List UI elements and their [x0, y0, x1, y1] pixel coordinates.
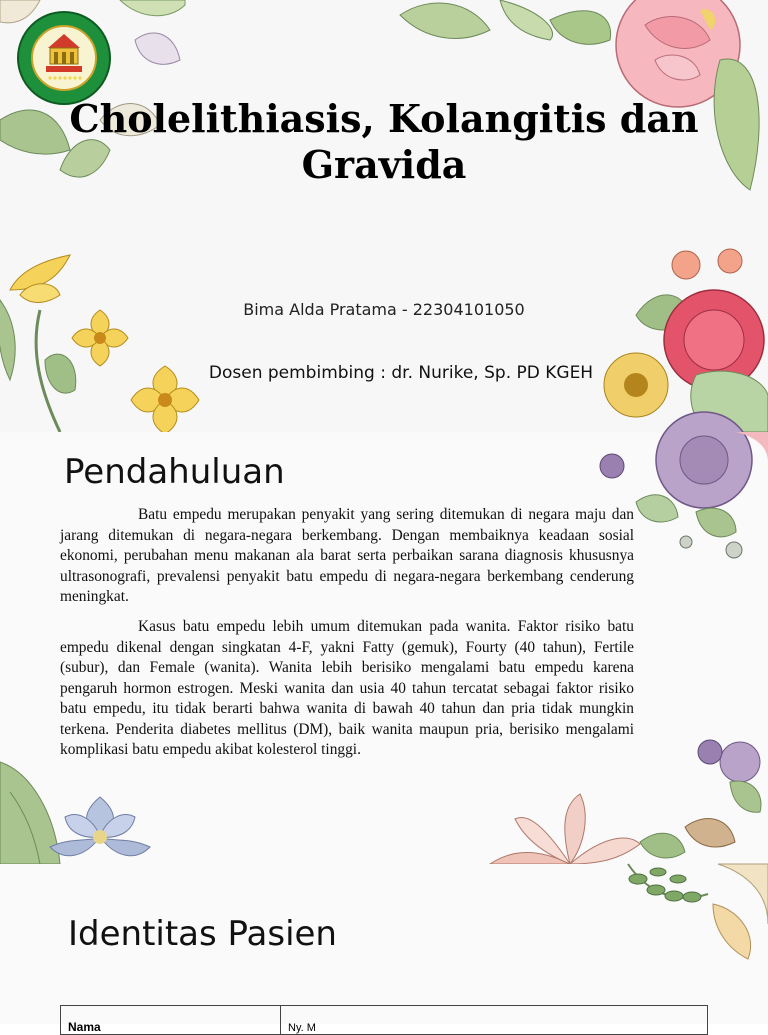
top-right-leaf-illustration: [618, 864, 768, 964]
title-slide: [0, 0, 768, 432]
introduction-heading: Pendahuluan: [64, 452, 285, 492]
table-row: [61, 1006, 708, 1035]
table-cell-label: Nama: [61, 1006, 281, 1035]
patient-identity-heading: Identitas Pasien: [68, 914, 337, 954]
table-cell-value: Ny. M: [281, 1006, 708, 1035]
patient-identity-table: [60, 1005, 708, 1035]
bottom-right-flower-illustration: [490, 732, 768, 864]
introduction-paragraph-1: Batu empedu merupakan penyakit yang sering ditemukan di negara maju dan jarang ditemukan di negara-negara berkembang. Dengan membaiknya keadaan sosial ekonomi, perubahan menu makanan ala barat serta perbaikan sarana diagnosis khususnya ultrasonografi, prevalensi penyakit batu empedu di negara-negara berkembang cenderung meningkat.: [60, 506, 634, 605]
introduction-paragraph-2: Kasus batu empedu lebih umum ditemukan pada wanita. Faktor risiko batu empedu dikenal dengan singkatan 4-F, yakni Fatty (gemuk), Fourty (40 tahun), Fertile (subur), dan Female (wanita). Wanita lebih berisiko mengalami batu empedu karena pengaruh hormon estrogen. Meski wanita dan usia 40 tahun tercatat sebagai faktor risiko batu empedu, itu tidak berarti bahwa wanita di bawah 40 tahun dan pria tidak mungkin terkena. Penderita diabetes mellitus (DM), baik wanita maupun pria, berisiko mengalami komplikasi batu empedu akibat kolesterol tinggi.: [60, 618, 634, 758]
patient-identity-slide: [0, 864, 768, 1034]
presentation-title: Cholelithiasis, Kolangitis dan Gravida: [69, 96, 699, 187]
author-name-and-id: Bima Alda Pratama - 22304101050: [243, 300, 525, 319]
advisor-name: Dosen pembimbing : dr. Nurike, Sp. PD KGEH: [208, 363, 594, 383]
middle-right-flower-illustration: [596, 245, 768, 432]
bottom-left-flower-illustration: [0, 752, 170, 864]
university-seal-icon: [14, 8, 114, 108]
introduction-slide: [0, 432, 768, 864]
middle-left-yellow-flower-illustration: [0, 250, 230, 432]
